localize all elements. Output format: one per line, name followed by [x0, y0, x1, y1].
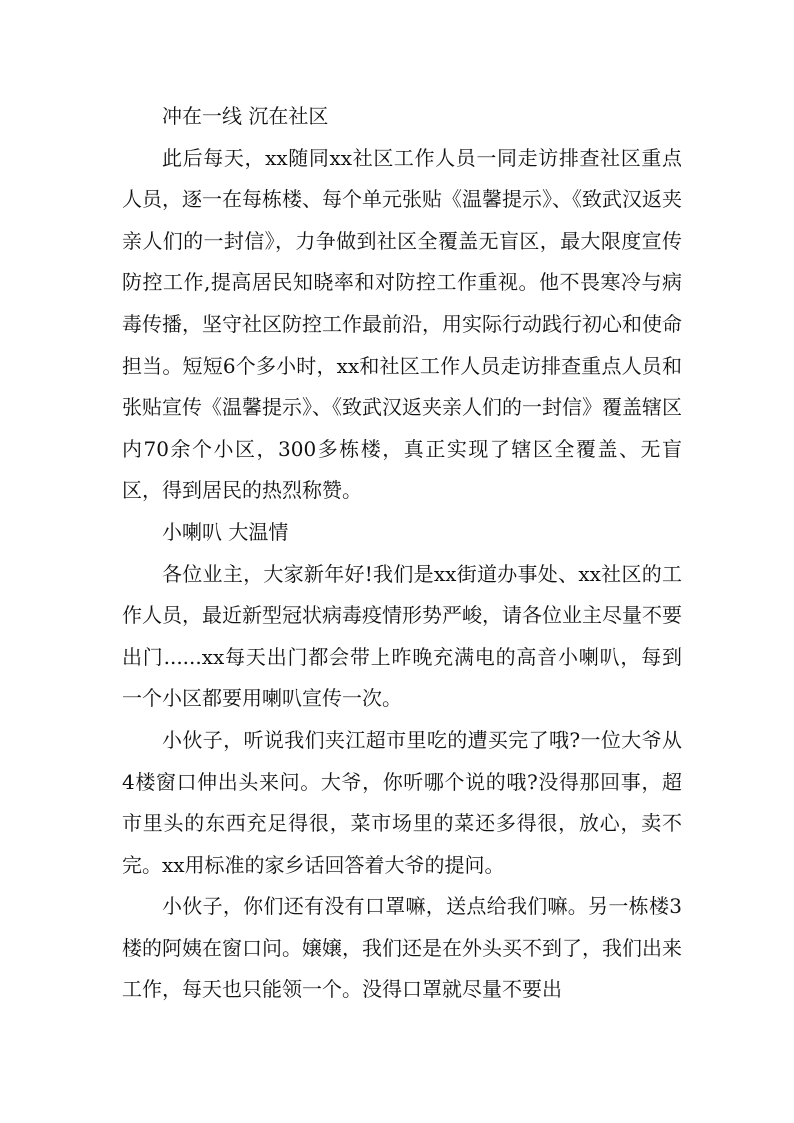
section-heading: 小喇叭 大温情 — [162, 519, 289, 544]
paragraph: 此后每天，xx随同xx社区工作人员一同走访排查社区重点人员，逐一在每栋楼、每个单元张贴《温馨提示》、《致武汉返夹亲人们的一封信》，力争做到社区全覆盖无盲区，最大限度宣传防控工作,提高居民知晓率和对防控工作重视。他不畏寒冷与病毒传播，坚守社区防控工作最前沿，用实际行动践行初心和使命担当。短短6个多小时，xx和社区工作人员走访排查重点人员和张贴宣传《温馨提示》、《致武汉返夹亲人们的一封信》覆盖辖区内70余个小区，300多栋楼，真正实现了辖区全覆盖、无盲区，得到居民的热烈称赞。 — [122, 145, 682, 503]
section-heading: 冲在一线 沉在社区 — [162, 104, 329, 128]
document-body — [122, 96, 682, 1011]
paragraph: 小伙子，你们还有没有口罩嘛，送点给我们嘛。另一栋楼3楼的阿姨在窗口问。嬢嬢，我们还是在外头买不到了，我们出来工作，每天也只能领一个。没得口罩就尽量不要出 — [122, 894, 682, 1002]
paragraph: 小伙子，听说我们夹江超市里吃的遭买完了哦?一位大爷从4楼窗口伸出头来问。大爷，你听哪个说的哦?没得那回事，超市里头的东西充足得很，菜市场里的菜还多得很，放心，卖不完。xx用标准的家乡话回答着大爷的提问。 — [122, 727, 682, 877]
paragraph: 各位业主，大家新年好!我们是xx街道办事处、xx社区的工作人员，最近新型冠状病毒疫情形势严峻，请各位业主尽量不要出门......xx每天出门都会带上昨晚充满电的高音小喇叭，每到一个小区都要用喇叭宣传一次。 — [122, 561, 682, 711]
